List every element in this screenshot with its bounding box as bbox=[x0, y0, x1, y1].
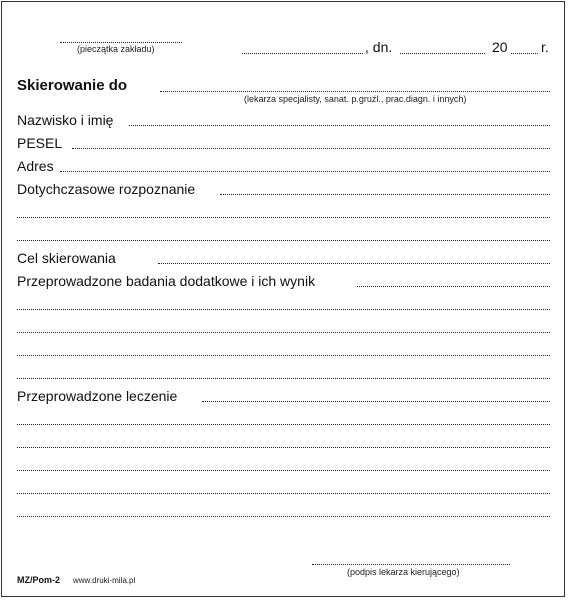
signature-caption: (podpis lekarza kierującego) bbox=[347, 567, 460, 577]
treatment-label: Przeprowadzone leczenie bbox=[17, 388, 178, 404]
pesel-line[interactable] bbox=[72, 148, 550, 149]
referral-title: Skierowanie do bbox=[17, 77, 128, 94]
name-line[interactable] bbox=[129, 125, 550, 126]
stamp-line bbox=[60, 42, 182, 43]
publisher-website: www.druki-mila.pl bbox=[73, 576, 136, 585]
treatment-line[interactable] bbox=[17, 470, 550, 471]
signature-line[interactable] bbox=[312, 564, 510, 565]
diagnosis-line[interactable] bbox=[220, 194, 550, 195]
place-date-separator: , dn. bbox=[365, 39, 393, 55]
date-line[interactable] bbox=[400, 53, 485, 54]
treatment-line[interactable] bbox=[17, 447, 550, 448]
year-line[interactable] bbox=[511, 53, 538, 54]
diagnosis-line[interactable] bbox=[17, 240, 550, 241]
year-suffix: r. bbox=[541, 39, 549, 55]
tests-line[interactable] bbox=[17, 355, 550, 356]
diagnosis-label: Dotychczasowe rozpoznanie bbox=[17, 181, 196, 197]
treatment-line[interactable] bbox=[202, 401, 550, 402]
tests-line[interactable] bbox=[357, 286, 550, 287]
year-prefix: 20 bbox=[492, 39, 508, 55]
form-code: MZ/Pom-2 bbox=[17, 575, 61, 585]
treatment-line[interactable] bbox=[17, 424, 550, 425]
pesel-label: PESEL bbox=[17, 135, 63, 151]
address-line[interactable] bbox=[60, 171, 550, 172]
name-label: Nazwisko i imię bbox=[17, 112, 114, 128]
diagnosis-line[interactable] bbox=[17, 217, 550, 218]
stamp-caption: (pieczątka zakładu) bbox=[77, 44, 155, 54]
tests-line[interactable] bbox=[17, 309, 550, 310]
tests-label: Przeprowadzone badania dodatkowe i ich wynik bbox=[17, 273, 316, 289]
tests-line[interactable] bbox=[17, 378, 550, 379]
treatment-line[interactable] bbox=[17, 493, 550, 494]
address-label: Adres bbox=[17, 158, 54, 174]
referral-subcaption: (lekarza specjalisty, sanat. p.gruźl., prac.diagn. i innych) bbox=[244, 94, 467, 104]
treatment-line[interactable] bbox=[17, 516, 550, 517]
purpose-label: Cel skierowania bbox=[17, 250, 116, 266]
tests-line[interactable] bbox=[17, 332, 550, 333]
purpose-line[interactable] bbox=[158, 263, 550, 264]
place-line[interactable] bbox=[242, 53, 363, 54]
referral-to-line[interactable] bbox=[160, 91, 550, 92]
